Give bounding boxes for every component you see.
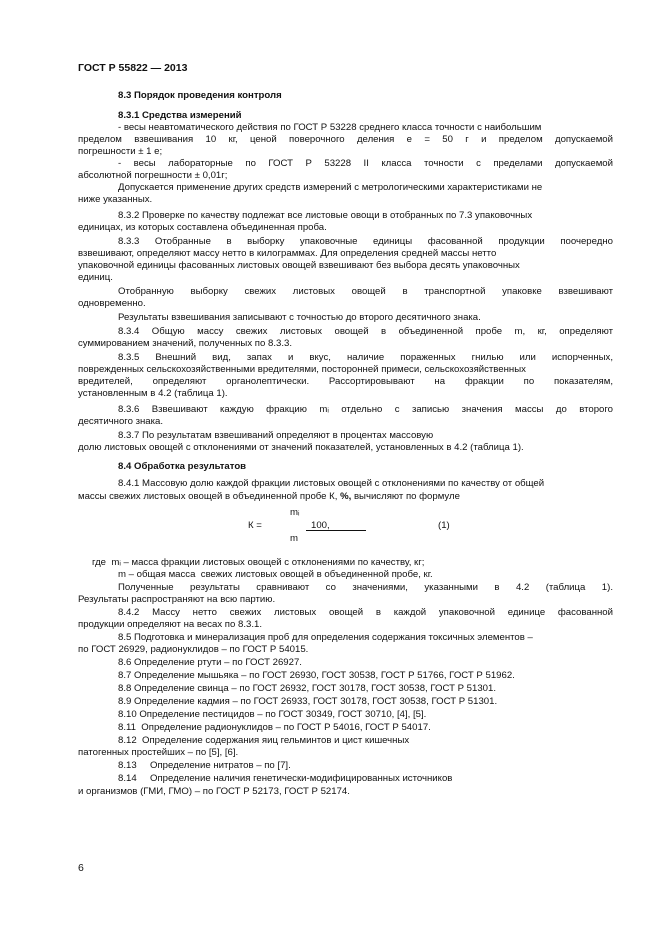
text-line: 8.4.2 Массу нетто свежих листовых овощей в каждой упаковочной единице фасованной xyxy=(118,607,613,618)
text-line: Допускается применение других средств измерений с метрологическими характеристиками не xyxy=(118,182,543,193)
text-line: пределом взвешивания 10 кг, ценой поверочного деления е = 50 г и пределом допускаемой xyxy=(78,134,613,145)
text-line: - весы лабораторные по ГОСТ Р 53228 II класса точности с пределами допускаемой xyxy=(118,158,613,169)
text-line: установленным в 4.2 (таблица 1). xyxy=(78,388,228,399)
text-line: Полученные результаты сравнивают со значениями, указанными в 4.2 (таблица 1). xyxy=(118,582,613,593)
text-line: 8.8 Определение свинца – по ГОСТ 26932, ГОСТ 30178, ГОСТ 30538, ГОСТ Р 51301. xyxy=(118,683,497,694)
text-line: 8.12 Определение содержания яиц гельминтов и цист кишечных xyxy=(118,735,410,746)
text-line: долю листовых овощей с отклонениями от значений показателей, установленных в 4.2 (таблица 1). xyxy=(78,442,524,453)
formula-denominator: m xyxy=(290,533,298,544)
text-line: - весы неавтоматического действия по ГОСТ Р 53228 среднего класса точности с наибольшим xyxy=(118,122,542,133)
text-line: Результаты взвешивания записывают с точностью до второго десятичного знака. xyxy=(118,312,481,323)
fraction-bar xyxy=(306,530,366,531)
text-line: 8.10 Определение пестицидов – по ГОСТ 30349, ГОСТ 30710, [4], [5]. xyxy=(118,709,427,720)
text-line: 8.7 Определение мышьяка – по ГОСТ 26930, ГОСТ 30538, ГОСТ Р 51766, ГОСТ Р 51962. xyxy=(118,670,515,681)
text-line: Результаты распространяют на всю партию. xyxy=(78,594,276,605)
text-line: ниже указанных. xyxy=(78,194,153,205)
text-line: десятичного знака. xyxy=(78,416,164,427)
percent-symbol: %, xyxy=(340,491,352,502)
text-line: погрешности ± 1 е; xyxy=(78,146,163,157)
text-line: по ГОСТ 26929, радионуклидов – по ГОСТ Р 54015. xyxy=(78,644,309,655)
document-header: ГОСТ Р 55822 — 2013 xyxy=(78,62,188,74)
text-line: и организмов (ГМИ, ГМО) – по ГОСТ Р 52173, ГОСТ Р 52174. xyxy=(78,786,350,797)
text-line: абсолютной погрешности ± 0,01г; xyxy=(78,170,228,181)
formula-numerator: mᵢ xyxy=(290,507,300,518)
text-line: 8.5 Подготовка и минерализация проб для определения содержания токсичных элементов – xyxy=(118,632,533,643)
section-8-3-1-title: 8.3.1 Средства измерений xyxy=(118,110,242,121)
text-line: массы свежих листовых овощей в объединенной пробе К, %, вычисляют по формуле xyxy=(78,491,460,502)
text-line: 8.14 Определение наличия генетически-модифицированных источников xyxy=(118,773,453,784)
text-line: вредителей, определяют органолептически. Рассортировывают на фракции по показателям, xyxy=(78,376,613,387)
text-line: 8.6 Определение ртути – по ГОСТ 26927. xyxy=(118,657,302,668)
text-line: одновременно. xyxy=(78,298,146,309)
formula-lhs: К = xyxy=(248,520,262,531)
section-8-4-title: 8.4 Обработка результатов xyxy=(118,461,247,472)
text-line: Отобранную выборку свежих листовых овощей в транспортной упаковке взвешивают xyxy=(118,286,613,297)
text-line: продукции определяют на весах по 8.3.1. xyxy=(78,619,262,630)
formula-number: (1) xyxy=(438,520,450,531)
text-line: 8.9 Определение кадмия – по ГОСТ 26933, ГОСТ 30178, ГОСТ 30538, ГОСТ Р 51301. xyxy=(118,696,498,707)
text-line: 8.3.2 Проверке по качеству подлежат все листовые овощи в отобранных по 7.3 упаковочных xyxy=(118,210,533,221)
text-line: поврежденных сельскохозяйственными вредителями, посторонней примеси, сельскохозяйственных xyxy=(78,364,526,375)
formula-factor: 100, xyxy=(311,520,330,531)
text-line: 8.3.3 Отобранные в выборку упаковочные единицы фасованной продукции поочередно xyxy=(118,236,613,247)
text-line: 8.13 Определение нитратов – по [7]. xyxy=(118,760,291,771)
text-line: 8.4.1 Массовую долю каждой фракции листовых овощей с отклонениями по качеству от общей xyxy=(118,478,545,489)
text-line: 8.11 Определение радионуклидов – по ГОСТ Р 54016, ГОСТ Р 54017. xyxy=(118,722,431,733)
text-line: 8.3.6 Взвешивают каждую фракцию mᵢ отдельно с записью значения массы до второго xyxy=(118,404,613,415)
text-line: 8.3.7 По результатам взвешиваний определяют в процентах массовую xyxy=(118,430,434,441)
text-line: 8.3.5 Внешний вид, запах и вкус, наличие пораженных гнилью или испорченных, xyxy=(118,352,613,363)
page-number: 6 xyxy=(78,862,84,874)
text-line: где mᵢ – масса фракции листовых овощей с отклонениями по качеству, кг; xyxy=(92,557,425,568)
text-line: 8.3.4 Общую массу свежих листовых овощей в объединенной пробе m, кг, определяют xyxy=(118,326,613,337)
section-8-3-title: 8.3 Порядок проведения контроля xyxy=(118,90,282,101)
text-line: m – общая масса свежих листовых овощей в объединенной пробе, кг. xyxy=(118,569,433,580)
text-line: упаковочной единицы фасованных листовых овощей взвешивают без выбора десять упаковочных xyxy=(78,260,520,271)
text-line: взвешивают, определяют массу нетто в килограммах. Для определения средней массы нетто xyxy=(78,248,497,259)
text-line: суммированием значений, полученных по 8.3.3. xyxy=(78,338,292,349)
text-line: единиц. xyxy=(78,272,113,283)
text-line: патогенных простейших – по [5], [6]. xyxy=(78,747,239,758)
text-line: единицах, из которых составлена объединенная проба. xyxy=(78,222,327,233)
